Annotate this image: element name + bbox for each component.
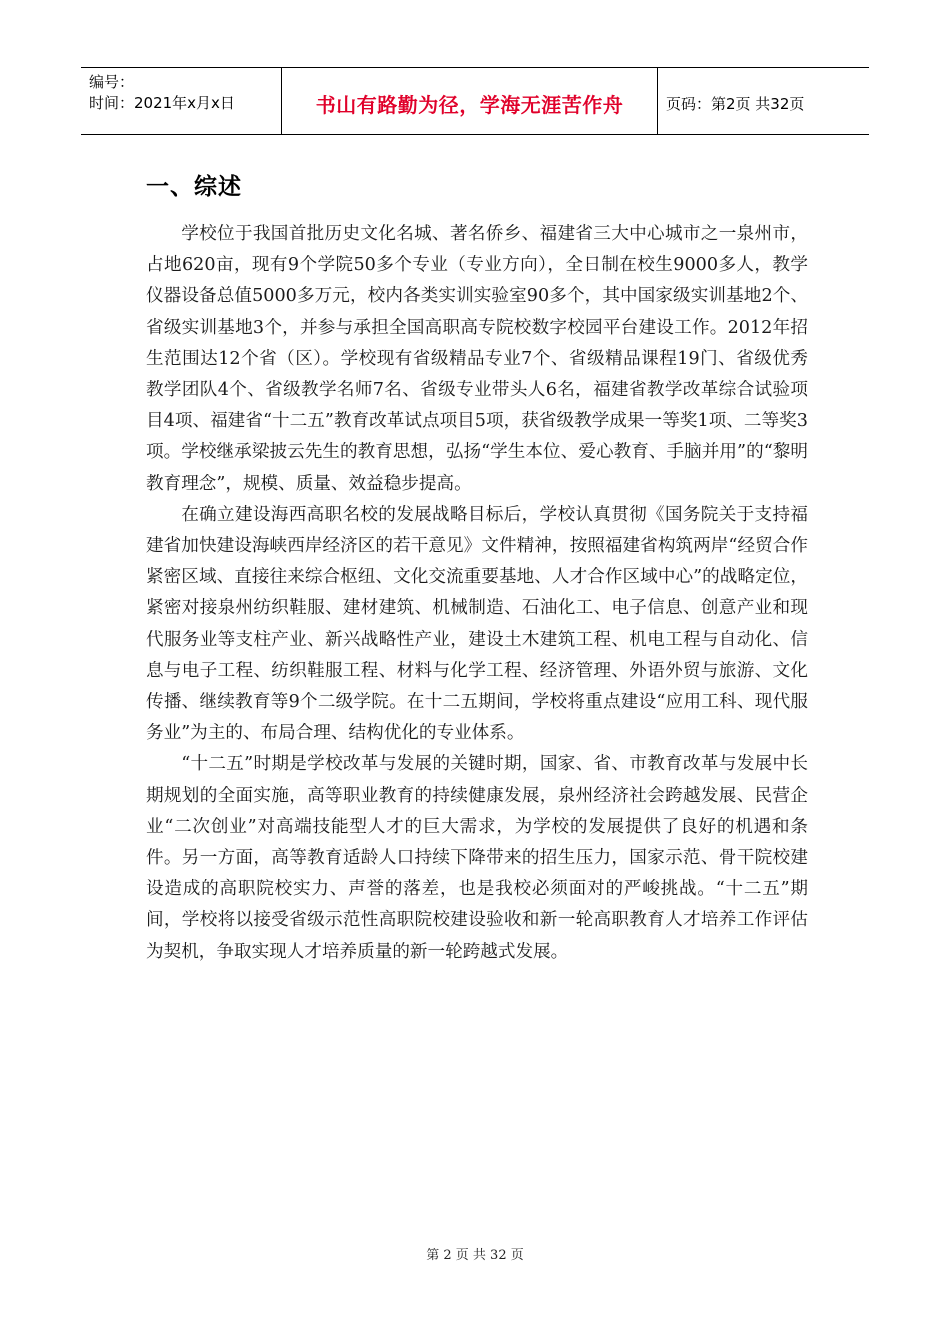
header-motto: 书山有路勤为径，学海无涯苦作舟 <box>282 68 658 134</box>
date-label: 时间：2021年x月x日 <box>89 94 235 112</box>
section-title: 一、综述 <box>146 174 242 200</box>
paragraph: 学校位于我国首批历史文化名城、著名侨乡、福建省三大中心城市之一泉州市，占地620亩，现有9个学院50多个专业（专业方向），全日制在校生9000多人，教学仪器设备总值5000多万元，校内各类实训实验室90多个，其中国家级实训基地2个、省级实训基地3个，并参与承担全国高职高专院校数字校园平台建设工作。2012年招生范围达12个省（区）。学校现有省级精品专业7个、省级精品课程19门、省级优秀教学团队4个、省级教学名师7名、省级专业带头人6名，福建省教学改革综合试验项目4项、福建省“十二五”教育改革试点项目5项，获省级教学成果一等奖1项、二等奖3项。学校继承梁披云先生的教育思想，弘扬“学生本位、爱心教育、手脑并用”的“黎明教育理念”，规模、质量、效益稳步提高。 <box>146 224 808 494</box>
header-page-info: 页码：第2页 共32页 <box>666 94 805 113</box>
page-footer: 第 2 页 共 32 页 <box>426 1248 524 1263</box>
paragraph: “十二五”时期是学校改革与发展的关键时期，国家、省、市教育改革与发展中长期规划的全面实施，高等职业教育的持续健康发展，泉州经济社会跨越发展、民营企业“二次创业”对高端技能型人才的巨大需求，为学校的发展提供了良好的机遇和条件。另一方面，高等教育适龄人口持续下降带来的招生压力，国家示范、骨干院校建设造成的高职院校实力、声誉的落差，也是我校必须面对的严峻挑战。“十二五”期间，学校将以接受省级示范性高职院校建设验收和新一轮高职教育人才培养工作评估为契机，争取实现人才培养质量的新一轮跨越式发展。 <box>146 754 808 962</box>
number-label: 编号： <box>89 73 135 91</box>
document-header <box>81 67 869 135</box>
body-text <box>146 219 808 968</box>
paragraph: 在确立建设海西高职名校的发展战略目标后，学校认真贯彻《国务院关于支持福建省加快建设海峡西岸经济区的若干意见》文件精神，按照福建省构筑两岸“经贸合作紧密区域、直接往来综合枢纽、文化交流重要基地、人才合作区域中心”的战略定位，紧密对接泉州纺织鞋服、建材建筑、机械制造、石油化工、电子信息、创意产业和现代服务业等支柱产业、新兴战略性产业，建设土木建筑工程、机电工程与自动化、信息与电子工程、纺织鞋服工程、材料与化学工程、经济管理、外语外贸与旅游、文化传播、继续教育等9个二级学院。在十二五期间，学校将重点建设“应用工科、现代服务业”为主的、布局合理、结构优化的专业体系。 <box>146 504 808 744</box>
header-meta <box>81 68 282 134</box>
